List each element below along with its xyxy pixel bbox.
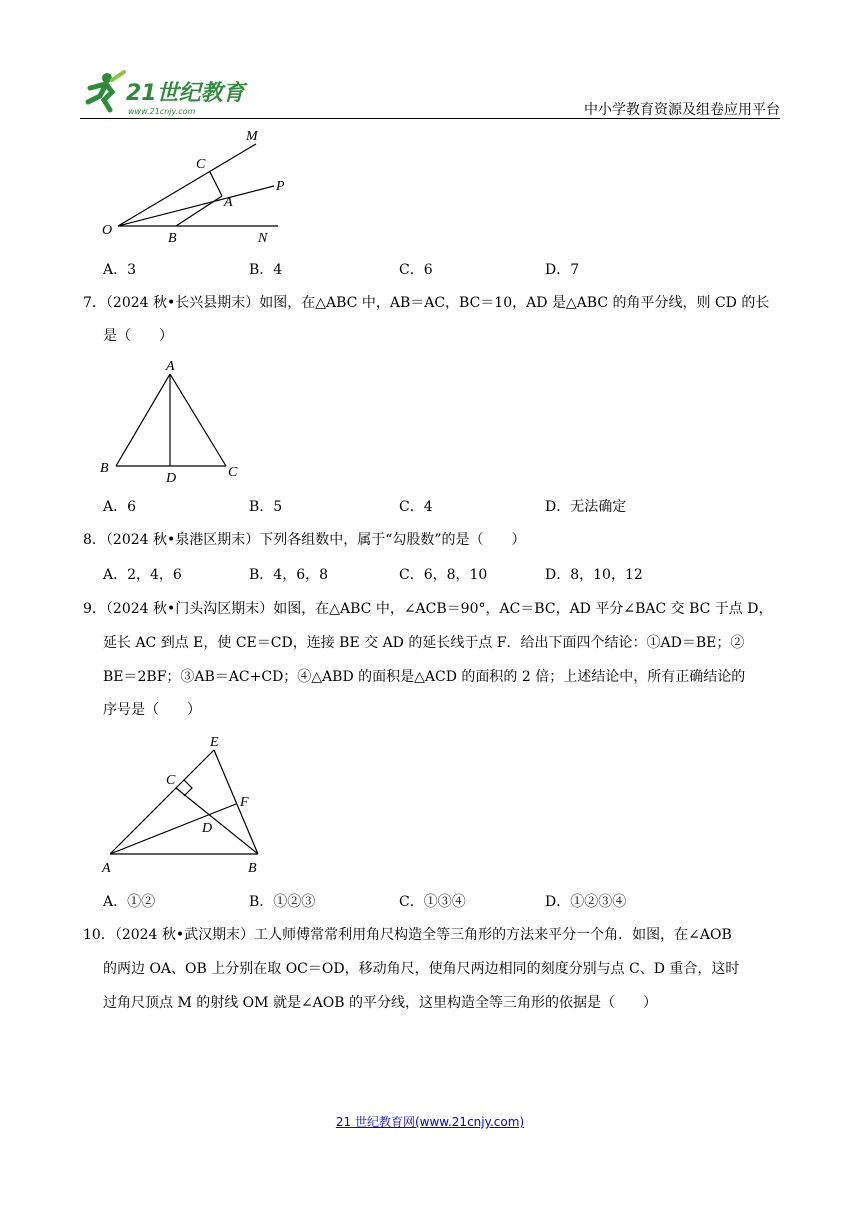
q9-label-e: E <box>210 735 219 750</box>
q9-option-a[interactable]: A．①② <box>103 894 156 910</box>
q6-option-d[interactable]: D．7 <box>545 262 580 278</box>
footer-link[interactable]: 21 世纪教育网(www.21cnjy.com) <box>335 1115 525 1129</box>
platform-title: 中小学教育资源及组卷应用平台 <box>584 102 780 118</box>
q9-label-f: F <box>240 795 249 810</box>
q9-option-d[interactable]: D．①②③④ <box>545 894 627 910</box>
q6-option-c[interactable]: C．6 <box>399 262 433 278</box>
q6-label-p: P <box>276 179 285 194</box>
q9-stem-line-2: 延长 AC 到点 E，使 CE＝CD，连接 BE 交 AD 的延长线于点 F．给出下面四个结论：①AD＝BE；② <box>103 635 745 651</box>
q8-option-c[interactable]: C．6，8，10 <box>399 567 488 583</box>
q8-option-b[interactable]: B．4，6，8 <box>249 567 329 583</box>
logo-url-text: www.21cnjy.com <box>128 107 196 116</box>
q7-stem-line-2: 是（ ） <box>103 328 173 344</box>
q8-stem-line-1: 8．（2024 秋•泉港区期末）下列各组数中，属于“勾股数”的是（ ） <box>83 532 526 548</box>
q7-label-a: A <box>166 359 175 374</box>
q9-stem-line-1: 9．（2024 秋•门头沟区期末）如图，在△ABC 中，∠ACB＝90°，AC＝BC，AD 平分∠BAC 交 BC 于点 D， <box>83 601 773 617</box>
q9-stem-line-3: BE＝2BF；③AB＝AC+CD；④△ABD 的面积是△ACD 的面积的 2 倍；上述结论中，所有正确结论的 <box>103 669 746 685</box>
q9-figure <box>98 732 268 880</box>
q6-label-n: N <box>258 231 268 246</box>
q7-label-c: C <box>228 465 238 480</box>
q7-option-c[interactable]: C．4 <box>399 499 433 515</box>
q6-option-a[interactable]: A．3 <box>103 262 137 278</box>
q7-figure <box>96 356 246 486</box>
q7-option-b[interactable]: B．5 <box>249 499 283 515</box>
q8-option-a[interactable]: A．2，4，6 <box>103 567 182 583</box>
q6-label-m: M <box>246 129 258 144</box>
header-divider <box>80 118 780 119</box>
q6-label-o: O <box>102 223 113 238</box>
logo <box>80 66 260 118</box>
q6-label-b: B <box>168 231 177 246</box>
page-header <box>80 66 780 120</box>
logo-main-text: 21世纪教育 <box>126 81 245 106</box>
q6-figure <box>98 124 288 248</box>
q10-stem-line-2: 的两边 OA、OB 上分别在取 OC＝OD，移动角尺，使角尺两边相同的刻度分别与点 C、D 重合，这时 <box>103 961 740 977</box>
q6-label-c: C <box>196 157 206 172</box>
q6-label-a: A <box>224 195 233 210</box>
runner-icon <box>88 72 124 110</box>
q7-option-a[interactable]: A．6 <box>103 499 137 515</box>
q8-option-d[interactable]: D．8，10，12 <box>545 567 643 583</box>
q9-option-c[interactable]: C．①③④ <box>399 894 466 910</box>
q9-stem-line-4: 序号是（ ） <box>103 702 201 718</box>
q9-label-b: B <box>248 861 257 876</box>
q7-stem-line-1: 7．（2024 秋•长兴县期末）如图，在△ABC 中，AB＝AC，BC＝10，AD 是△ABC 的角平分线，则 CD 的长 <box>83 295 770 311</box>
q10-stem-line-1: 10．（2024 秋•武汉期末）工人师傅常常利用角尺构造全等三角形的方法来平分一个角．如图，在∠AOB <box>83 927 732 943</box>
q9-label-a: A <box>102 861 111 876</box>
q9-label-c: C <box>166 773 176 788</box>
q7-label-b: B <box>100 461 109 476</box>
q10-stem-line-3: 过角尺顶点 M 的射线 OM 就是∠AOB 的平分线，这里构造全等三角形的依据是（ ） <box>103 995 658 1011</box>
q6-option-b[interactable]: B．4 <box>249 262 283 278</box>
q7-label-d: D <box>166 471 177 486</box>
q9-label-d: D <box>202 821 213 836</box>
q7-option-d[interactable]: D．无法确定 <box>545 499 627 515</box>
q9-option-b[interactable]: B．①②③ <box>249 894 316 910</box>
